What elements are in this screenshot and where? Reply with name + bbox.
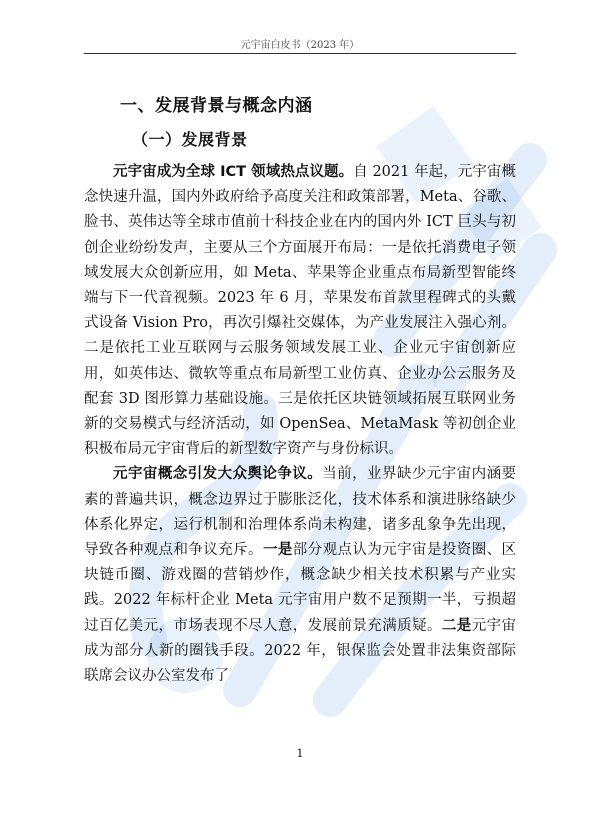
paragraph-1-lead: 元宇宙成为全球 ICT 领域热点议题。 (113, 164, 354, 180)
paragraph-2-lead: 元宇宙概念引发大众舆论争议。 (113, 466, 323, 483)
body-text (84, 160, 516, 689)
paragraph-2-marker-2: 二是 (441, 617, 472, 634)
page-number: 1 (296, 747, 304, 760)
paragraph-2-text-3: 元宇宙成为部分人新的圈钱手段。2022 年，银保监会处置非法集资部际联席会议办公室发布了 (84, 617, 517, 685)
paragraph-2 (84, 462, 516, 689)
subsection-heading: （一）发展背景 (132, 130, 248, 149)
paragraph-2-marker-1: 一是 (262, 542, 293, 559)
paragraph-1 (84, 160, 516, 462)
header-divider (84, 53, 516, 54)
paragraph-2-text-1: 当前，业界缺少元宇宙内涵要素的普遍共识，概念边界过于膨胀泛化，技术体系和演进脉络缺少体系化界定，运行机制和治理体系尚未构建，诸多乱象争先出现，导致各种观点和争议充斥。 (84, 466, 517, 559)
running-header: 元宇宙白皮书（2023 年） (240, 40, 360, 51)
paragraph-2-text-2: 部分观点认为元宇宙是投资圈、区块链币圈、游戏圈的营销炒作，概念缺少相关技术积累与产业实践。2022 年标杆企业 Meta 元宇宙用户数不足预期一半，亏损超过百亿美元，市场表现不尽人意，发展前景充满质疑。 (84, 542, 517, 634)
section-heading: 一、发展背景与概念内涵 (120, 96, 313, 116)
paragraph-1-text: 自 2021 年起，元宇宙概念快速升温，国内外政府给予高度关注和政策部署，Meta、谷歌、脸书、英伟达等全球市值前十科技企业在内的国内外 ICT 巨头与初创企业纷纷发声，主要从三个方面展开布局：一是依托消费电子领域发展大众创新应用，如 Meta、苹果等企业重点布局新型智能终端与下一代音视频。2023 年 6 月，苹果发布首款里程碑式的头戴式设备 Vision Pro，再次引爆社交媒体，为产业发展注入强心剂。二是依托工业互联网与云服务领域发展工业、企业元宇宙创新应用，如英伟达、微软等重点布局新型工业仿真、企业办公云服务及配套 3D 图形算力基础设施。三是依托区块链领域拓展互联网业务新的交易模式与经济活动，如 OpenSea、MetaMask 等初创企业积极布局元宇宙背后的新型数字资产与身份标识。 (84, 164, 516, 458)
